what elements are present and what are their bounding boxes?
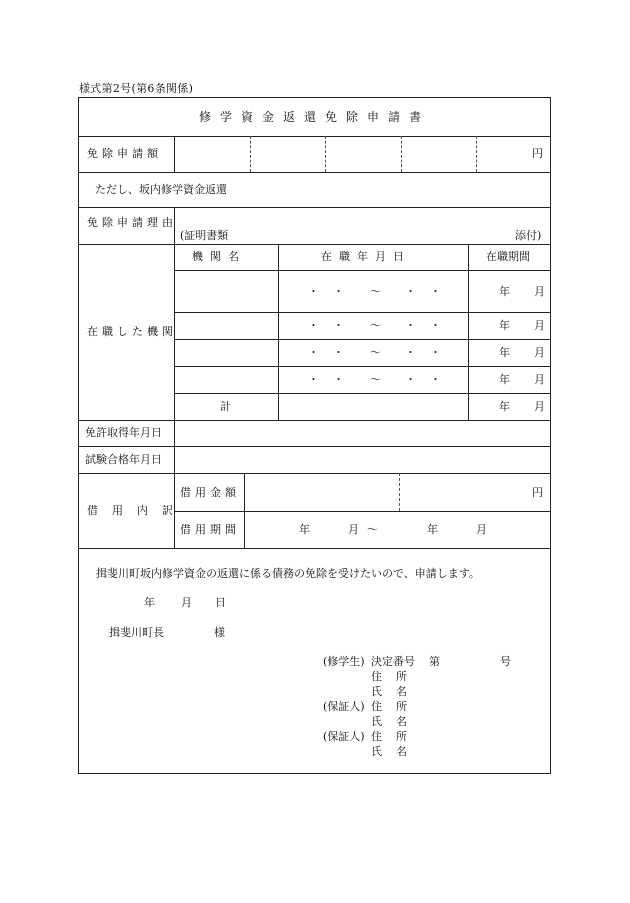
col-period-header: 在職期間 xyxy=(486,250,530,263)
loan-period-wave: ～ xyxy=(367,523,378,536)
loan-period-label: 借用期間 xyxy=(180,523,240,536)
decision-no-prefix: 第 xyxy=(429,655,440,668)
period-year-2: 年 xyxy=(499,319,510,332)
certificate-close: 添付) xyxy=(515,229,542,242)
application-form xyxy=(78,97,551,774)
row-divider xyxy=(79,473,550,474)
reason-label: 免除申請理由 xyxy=(87,216,177,229)
date-month: 月 xyxy=(181,596,192,609)
col-divider xyxy=(278,244,279,420)
certificate-open: (証明書類 xyxy=(180,229,229,242)
amount-digit-divider xyxy=(250,136,251,172)
row-divider xyxy=(174,312,550,313)
loan-label: 借用内訳 xyxy=(87,504,187,517)
exam-date-label: 試験合格年月日 xyxy=(85,453,162,466)
loan-amount-digit-divider xyxy=(399,473,400,511)
period-month-1: 月 xyxy=(534,285,545,298)
row-divider xyxy=(79,136,550,137)
guarantor1-address-label: 住所 xyxy=(371,700,421,713)
date-day: 日 xyxy=(215,596,226,609)
exemption-amount-unit: 円 xyxy=(532,147,543,160)
student-name-label: 氏名 xyxy=(371,685,421,698)
loan-amount-unit: 円 xyxy=(532,486,543,499)
date-row-2: ・ ・ ～ ・ ・ xyxy=(308,319,441,332)
total-year: 年 xyxy=(499,400,510,413)
period-year-3: 年 xyxy=(499,346,510,359)
guarantor-tag-2: (保証人) xyxy=(323,730,365,743)
row-divider xyxy=(79,244,550,245)
row-divider xyxy=(174,393,550,394)
row-divider xyxy=(174,270,550,271)
addressee-honorific: 様 xyxy=(214,626,225,639)
license-date-label: 免許取得年月日 xyxy=(85,426,162,439)
date-year: 年 xyxy=(144,596,155,609)
row-divider xyxy=(79,420,550,421)
row-divider xyxy=(174,339,550,340)
col-divider xyxy=(174,136,175,172)
period-year-4: 年 xyxy=(499,373,510,386)
col-divider xyxy=(244,473,245,548)
student-address-label: 住所 xyxy=(371,670,421,683)
row-divider xyxy=(79,207,550,208)
guarantor2-address-label: 住所 xyxy=(371,730,421,743)
loan-amount-label: 借用金額 xyxy=(180,486,240,499)
col-divider xyxy=(174,207,175,548)
date-row-4: ・ ・ ～ ・ ・ xyxy=(308,373,441,386)
guarantor-tag-1: (保証人) xyxy=(323,700,365,713)
loan-period-start-year: 年 xyxy=(299,523,310,536)
decision-no-label: 決定番号 xyxy=(371,655,415,668)
guarantor1-name-label: 氏名 xyxy=(371,715,421,728)
addressee-name: 揖斐川町長 xyxy=(109,626,164,639)
col-dates-header: 在職年月日 xyxy=(321,250,411,263)
guarantor2-name-label: 氏名 xyxy=(371,745,421,758)
row-divider xyxy=(79,548,550,549)
student-tag: (修学生) xyxy=(323,655,365,668)
col-org-header: 機関名 xyxy=(192,250,246,263)
row-divider xyxy=(79,172,550,173)
row-divider xyxy=(79,446,550,447)
amount-digit-divider xyxy=(401,136,402,172)
period-year-1: 年 xyxy=(499,285,510,298)
proviso-text: ただし、坂内修学資金返還 xyxy=(95,183,227,196)
period-month-3: 月 xyxy=(534,346,545,359)
decision-no-suffix: 号 xyxy=(500,655,511,668)
loan-period-end-month: 月 xyxy=(476,523,487,536)
total-month: 月 xyxy=(534,400,545,413)
row-divider xyxy=(174,366,550,367)
statement-text: 揖斐川町坂内修学資金の返還に係る債務の免除を受けたいので、申請します。 xyxy=(96,567,480,580)
form-title: 修学資金返還免除申請書 xyxy=(198,110,430,124)
row-divider xyxy=(174,511,550,512)
employment-label: 在職した機関 xyxy=(87,325,177,338)
amount-digit-divider xyxy=(325,136,326,172)
loan-period-start-month: 月 xyxy=(348,523,359,536)
loan-period-end-year: 年 xyxy=(427,523,438,536)
date-row-3: ・ ・ ～ ・ ・ xyxy=(308,346,441,359)
total-label: 計 xyxy=(220,400,231,413)
exemption-amount-label: 免除申請額 xyxy=(87,147,162,160)
period-month-2: 月 xyxy=(534,319,545,332)
form-number: 様式第2号(第6条関係) xyxy=(79,82,194,95)
period-month-4: 月 xyxy=(534,373,545,386)
amount-digit-divider xyxy=(476,136,477,172)
col-divider xyxy=(468,244,469,420)
date-row-1: ・ ・ ～ ・ ・ xyxy=(308,285,441,298)
